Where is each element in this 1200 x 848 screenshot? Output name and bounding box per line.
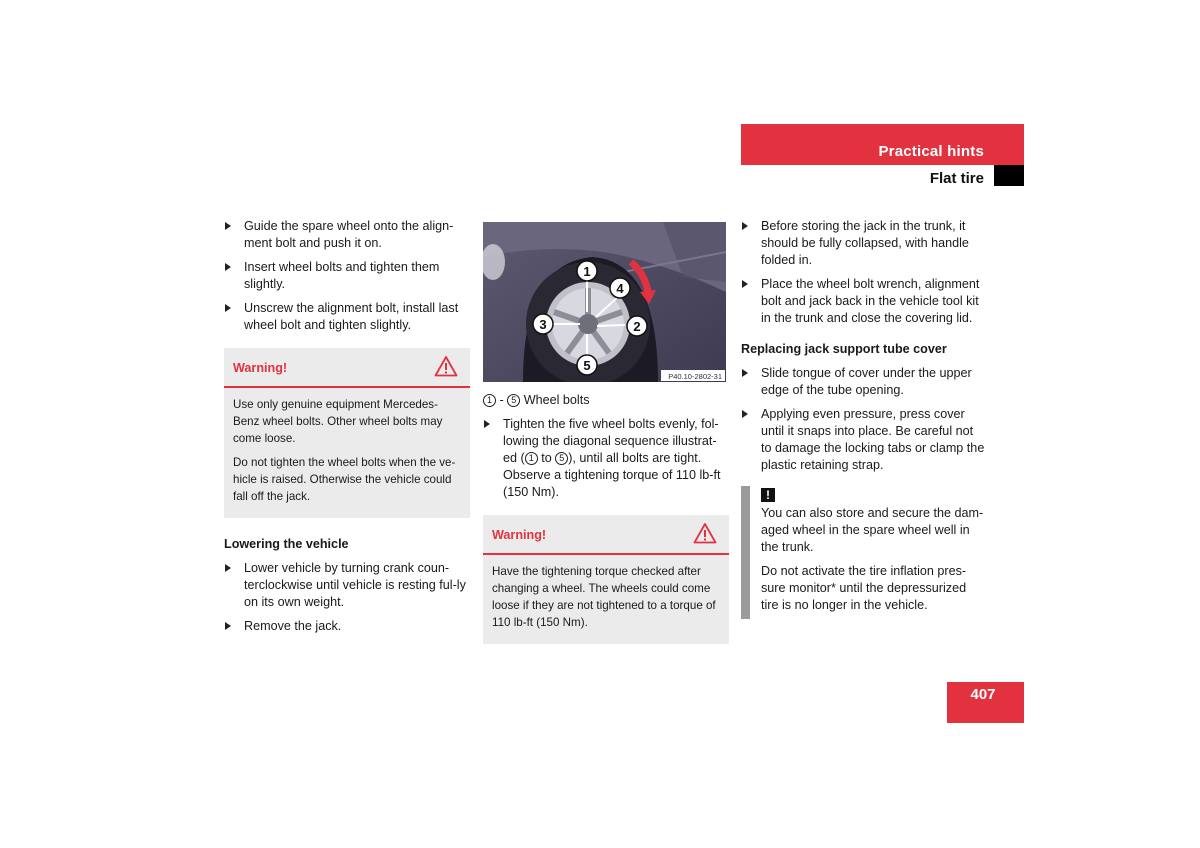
warning-body: Have the tightening torque checked after changing a wheel. The wheels could come loose if they are not tightened to a torque of 110 lb-ft (150 Nm). [492,565,716,629]
triangle-bullet-icon [225,222,231,230]
warning-title: Warning! [233,361,288,375]
page-number: 407 [970,686,996,703]
triangle-bullet-icon [742,280,748,288]
list-item: Slide tongue of cover under the upper edge of the tube opening. [741,365,987,399]
exclamation-icon: ! [761,488,775,502]
list-item: Remove the jack. [224,618,470,635]
list-item: Unscrew the alignment bolt, install last wheel bolt and tighten slightly. [224,300,470,334]
figure-reference: P40.10-2802-31 [668,372,722,381]
triangle-bullet-icon [742,222,748,230]
triangle-bullet-icon [225,263,231,271]
list-item: Applying even pressure, press cover until it snaps into place. Be careful not to damage the locking tabs or clamp the plastic retaining strap. [741,406,987,474]
warning-body: Use only genuine equipment Mercedes-Benz wheel bolts. Other wheel bolts may come loose. Do not tighten the wheel bolts when the ve-hicle is raised. Otherwise the vehicle could fall off the jack. [233,398,456,503]
list-item: Guide the spare wheel onto the align-ment bolt and push it on. [224,218,470,252]
figure-label: 3 [539,317,547,332]
column-middle [483,222,729,644]
wheel-bolt-figure [483,222,726,382]
note-box: ! You can also store and secure the dam-aged wheel in the spare wheel well in the trunk. Do not activate the tire inflation pres-sure monitor* until the depressurized tire is no longer in the vehicle. [741,486,987,614]
callout-number: 1 [483,394,496,407]
callout-number: 5 [555,452,568,465]
triangle-bullet-icon [742,369,748,377]
list-item: Lower vehicle by turning crank coun-terclockwise until vehicle is resting ful-ly on its own weight. [224,560,470,611]
warning-triangle-icon [434,355,458,382]
figure-caption: 1 - 5 Wheel bolts [483,392,729,409]
list-item: Insert wheel bolts and tighten them slightly. [224,259,470,293]
column-right [741,218,987,621]
figure-label: 4 [616,281,624,296]
triangle-bullet-icon [225,304,231,312]
section-title: Practical hints [878,143,984,160]
warning-box [224,348,470,518]
callout-number: 1 [525,452,538,465]
warning-title: Warning! [492,528,547,542]
list-item: Tighten the five wheel bolts evenly, fol-lowing the diagonal sequence illustrat-ed ( 1 to 5 ), until all bolts are tight. Observe a tightening torque of 110 lb-ft (150 Nm). [483,416,729,501]
figure-label: 2 [633,319,641,334]
header-marker-block [994,165,1024,186]
warning-header [224,348,470,388]
figure-label: 5 [583,358,591,373]
warning-header [483,515,729,555]
triangle-bullet-icon [742,410,748,418]
list-item: Before storing the jack in the trunk, it should be fully collapsed, with handle folded in. [741,218,987,269]
column-left [224,218,470,642]
callout-number: 5 [507,394,520,407]
subheading: Lowering the vehicle [224,537,349,551]
warning-triangle-icon [693,522,717,549]
subsection-title: Flat tire [929,170,984,187]
list-item: Place the wheel bolt wrench, alignment bolt and jack back in the vehicle tool kit in the trunk and close the covering lid. [741,276,987,327]
figure-label: 1 [583,264,591,279]
warning-box [483,515,729,644]
triangle-bullet-icon [225,564,231,572]
triangle-bullet-icon [225,622,231,630]
triangle-bullet-icon [484,420,490,428]
subheading: Replacing jack support tube cover [741,342,947,356]
note-bar [741,486,750,619]
